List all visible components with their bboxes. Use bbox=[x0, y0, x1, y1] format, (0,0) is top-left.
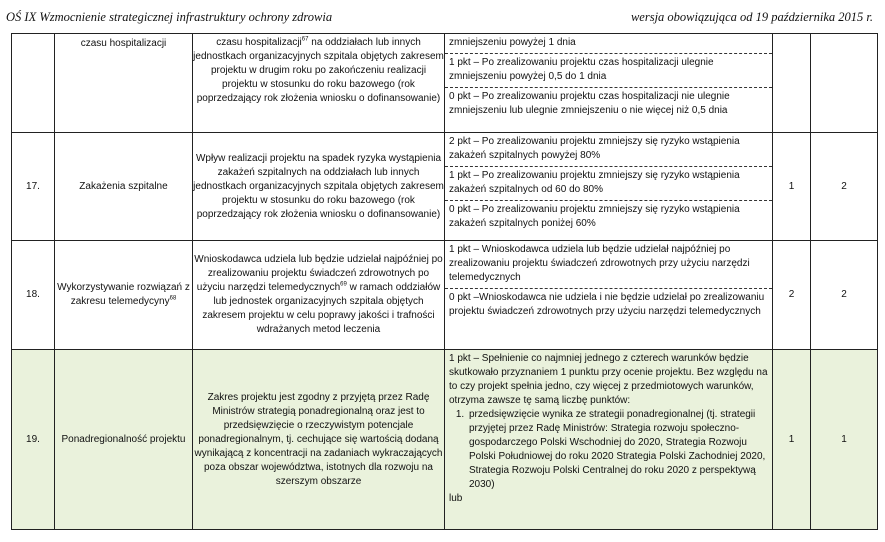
scoring-rules bbox=[445, 350, 773, 530]
conditions-list bbox=[449, 408, 768, 492]
row-number: 19. bbox=[12, 350, 55, 530]
score-rule: 0 pkt – Po zrealizowaniu projektu czas hospitalizacji nie ulegnie zmniejszeniu lub ulegnie zmniejszeniu o nie więcej niż 0,5 dnia bbox=[445, 87, 772, 121]
scoring-rules bbox=[445, 133, 773, 241]
table-row bbox=[12, 34, 878, 133]
score-rule: 0 pkt – Po zrealizowaniu projektu zmniejszy się ryzyko wstąpienia zakażeń szpitalnych poniżej 60% bbox=[445, 200, 772, 234]
header-left: OŚ IX Wzmocnienie strategicznej infrastruktury ochrony zdrowia bbox=[6, 9, 333, 24]
weight-cell bbox=[773, 34, 811, 133]
score-rule: 1 pkt – Po zrealizowaniu projektu czas hospitalizacji ulegnie zmniejszeniu powyżej 0,5 do 1 dnia bbox=[445, 53, 772, 87]
scoring-rules bbox=[445, 34, 773, 133]
row-number bbox=[12, 34, 55, 133]
max-points-cell: 1 bbox=[811, 350, 878, 530]
criterion-name: Ponadregionalność projektu bbox=[55, 350, 193, 530]
table-row bbox=[12, 241, 878, 350]
max-points-cell: 2 bbox=[811, 241, 878, 350]
criteria-table bbox=[11, 33, 878, 530]
page-header bbox=[6, 8, 873, 26]
max-points-cell: 2 bbox=[811, 133, 878, 241]
table-row bbox=[12, 133, 878, 241]
criterion-name: czasu hospitalizacji bbox=[55, 34, 193, 133]
weight-cell: 1 bbox=[773, 133, 811, 241]
score-rule: zmniejszeniu powyżej 1 dnia bbox=[449, 37, 576, 48]
criterion-description: Zakres projektu jest zgodny z przyjętą przez Radę Ministrów strategią ponadregionalną oraz jest to przedsięwzięcie o rzeczywistym potencjale ponadregionalnym, tj. cechujące się wartością dodaną wynikającą z koncentracji na zadaniach wykraczających poza obszar województwa, istotnych dla rozwoju na szerszym obszarze bbox=[193, 350, 445, 530]
list-item: 1. przedsięwzięcie wynika ze strategii ponadregionalnej (tj. strategii przyjętej przez Radę Ministrów: Strategia rozwoju społeczno-gospodarczego Polski Wschodniej do 2020, Strategia Rozwoju Polski Południowej do roku 2020 Strategia Polski Zachodniej 2020, Strategia Rozwoju Polski Centralnej do roku 2020 z perspektywą 2030) bbox=[467, 408, 768, 492]
table-row bbox=[12, 350, 878, 530]
list-continuation: lub bbox=[449, 493, 463, 504]
score-rule: 2 pkt – Po zrealizowaniu projektu zmniejszy się ryzyko wstąpienia zakażeń szpitalnych powyżej 80% bbox=[449, 136, 740, 161]
criterion-description: Wnioskodawca udziela lub będzie udzielał najpóźniej po zrealizowaniu projektu świadczeń zdrowotnych po użyciu narzędzi telemedycznych$^{69}$ w ramach oddziałów lub jednostek organizacyjnych szpitala objętych zakresem projektu w celu poprawy jakości i trafności wdrażanych metod leczenia bbox=[193, 241, 445, 350]
header-right: wersja obowiązująca od 19 października 2015 r. bbox=[630, 9, 873, 24]
score-rule: 0 pkt –Wnioskodawca nie udziela i nie będzie udzielał po zrealizowaniu projektu świadczeń zdrowotnych przy użyciu narzędzi telemedycznych bbox=[445, 288, 772, 322]
score-rule: 1 pkt – Wnioskodawca udziela lub będzie udzielał najpóźniej po zrealizowaniu projektu świadczeń zdrowotnych przy użyciu narzędzi telemedycznych bbox=[449, 244, 750, 283]
score-rule: 1 pkt – Spełnienie co najmniej jednego z czterech warunków będzie skutkowało przyznaniem 1 punktu przy ocenie projektu. Bez względu na to czy projekt spełnia jedno, czy więcej z przedmiotowych warunków, otrzyma zawsze tę samą liczbę punktów: bbox=[449, 353, 768, 406]
criterion-name: Wykorzystywanie rozwiązań z zakresu telemedycyny$^{68}$ bbox=[55, 241, 193, 350]
weight-cell: 1 bbox=[773, 350, 811, 530]
weight-cell: 2 bbox=[773, 241, 811, 350]
criterion-description: czasu hospitalizacji$^{67}$ na oddziałach lub innych jednostkach organizacyjnych szpitala objętych zakresem projektu w drugim roku po zakończeniu realizacji projektu w stosunku do roku bazowego (rok poprzedzający rok złożenia wniosku o dofinansowanie) bbox=[193, 34, 445, 133]
row-number: 17. bbox=[12, 133, 55, 241]
row-number: 18. bbox=[12, 241, 55, 350]
criterion-description: Wpływ realizacji projektu na spadek ryzyka wystąpienia zakażeń szpitalnych na oddziałach lub innych jednostkach organizacyjnych szpitala objętych zakresem projektu w stosunku do roku bazowego (rok poprzedzający rok złożenia wniosku o dofinansowanie) bbox=[193, 133, 445, 241]
scoring-rules bbox=[445, 241, 773, 350]
score-rule: 1 pkt – Po zrealizowaniu projektu zmniejszy się ryzyko wstąpienia zakażeń szpitalnych od 60 do 80% bbox=[445, 166, 772, 200]
max-points-cell bbox=[811, 34, 878, 133]
criterion-name: Zakażenia szpitalne bbox=[55, 133, 193, 241]
